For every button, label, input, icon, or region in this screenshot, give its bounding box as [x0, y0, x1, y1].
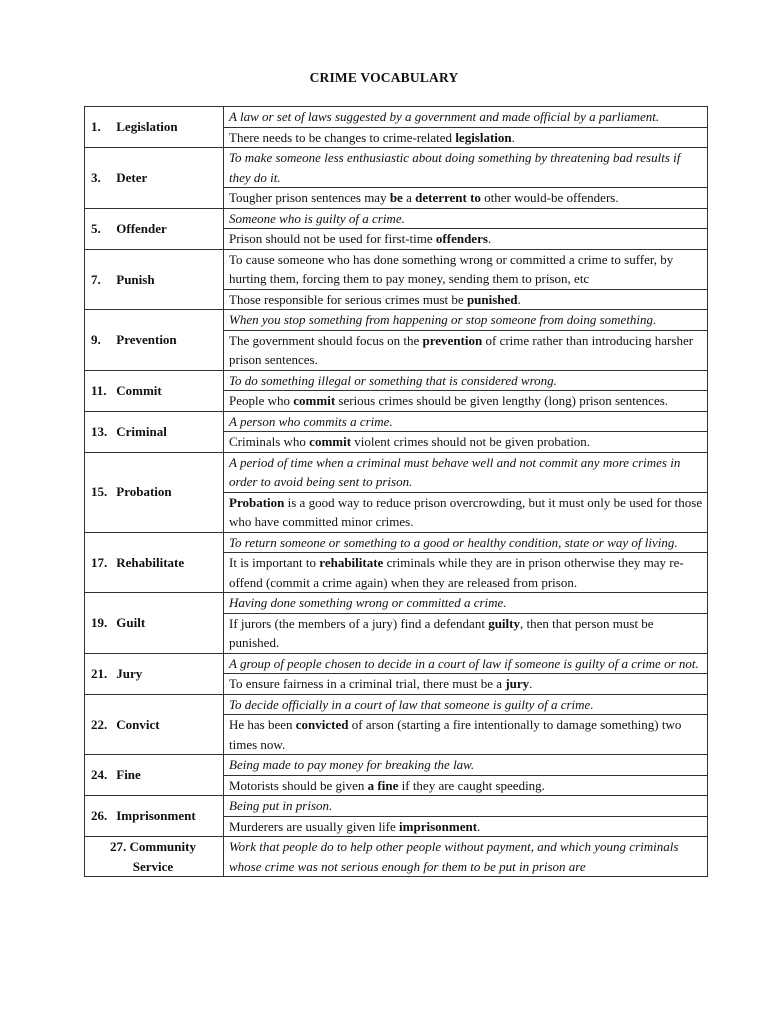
- example-cell: [224, 715, 708, 755]
- term-word: Guilt: [116, 615, 146, 630]
- term-number: 26.: [91, 808, 108, 824]
- example-text: People who: [229, 393, 294, 408]
- example-cell: [224, 289, 708, 310]
- example-text: of arson (starting a fire intentionally to damage something) two times now.: [229, 717, 682, 752]
- example-cell: [224, 492, 708, 532]
- term-cell: [85, 370, 224, 411]
- example-text: criminals while they are in prison otherwise they may re-offend (commit a crime again) when they are released from prison.: [229, 555, 684, 590]
- term-number: 13.: [91, 423, 108, 439]
- example-keyword: a fine: [367, 777, 399, 793]
- term-number: 17.: [91, 554, 108, 570]
- term-word: Legislation: [116, 119, 178, 135]
- term-number: 24.: [91, 767, 108, 783]
- example-cell: [224, 330, 708, 370]
- term-word: Convict: [116, 716, 160, 732]
- term-word: Jury: [116, 665, 143, 681]
- example-text: .: [517, 291, 521, 307]
- term-number: 5.: [91, 220, 101, 236]
- term-number: 19.: [91, 615, 108, 630]
- term-number: 21.: [91, 665, 108, 681]
- table-row-definition: [85, 653, 708, 674]
- definition-cell: To do something illegal or something that is considered wrong.: [224, 370, 708, 391]
- example-text: Prison should not be used for first-time: [229, 231, 436, 246]
- term-number: 11.: [91, 382, 107, 398]
- example-text: The government should focus on the: [229, 332, 423, 348]
- term-cell: [85, 148, 224, 209]
- example-keyword: convicted: [295, 717, 349, 732]
- example-keyword: imprisonment: [399, 818, 478, 834]
- example-text: serious crimes should be given lengthy (long) prison sentences.: [335, 393, 669, 408]
- example-cell: [224, 229, 708, 250]
- term-cell: [85, 694, 224, 755]
- term-cell: [85, 107, 224, 148]
- example-cell: [224, 432, 708, 453]
- term-word: Community: [129, 839, 196, 854]
- example-text: a: [402, 190, 416, 205]
- vocabulary-table-body: [85, 107, 708, 877]
- term-number: 7.: [91, 271, 101, 287]
- example-text: Murderers are usually given life: [229, 818, 400, 834]
- term-cell: [85, 249, 224, 310]
- term-word-line2: Service: [132, 858, 174, 874]
- table-row-definition: [85, 148, 708, 188]
- term-number: 22.: [91, 716, 108, 732]
- term-cell: [85, 755, 224, 796]
- example-text: other would-be offenders.: [480, 190, 619, 205]
- term-number: 9.: [91, 332, 101, 347]
- term-cell: [85, 208, 224, 249]
- definition-cell: A period of time when a criminal must behave well and not commit any more crimes in order to avoid being sent to prison.: [224, 452, 708, 492]
- table-row-definition: [85, 310, 708, 331]
- example-text: .: [529, 676, 533, 691]
- term-cell: [85, 532, 224, 593]
- example-keyword: prevention: [422, 332, 483, 348]
- definition-cell: When you stop something from happening or stop someone from doing something.: [224, 310, 708, 331]
- definition-cell: To decide officially in a court of law that someone is guilty of a crime.: [224, 694, 708, 715]
- definition-cell: To return someone or something to a good or healthy condition, state or way of living.: [224, 532, 708, 553]
- vocabulary-table: [84, 106, 708, 877]
- term-word: Probation: [116, 484, 172, 500]
- table-row-definition: [85, 411, 708, 432]
- table-row-definition: [85, 452, 708, 492]
- example-keyword: rehabilitate: [319, 555, 384, 570]
- example-keyword: legislation: [455, 129, 512, 145]
- example-keyword: punished: [466, 291, 518, 307]
- term-word: Criminal: [116, 423, 167, 439]
- table-row-definition: [85, 532, 708, 553]
- example-text: Motorists should be given: [229, 777, 368, 793]
- example-text: is a good way to reduce prison overcrowding, but it must only be used for those who have committed minor crimes.: [229, 494, 703, 529]
- table-row-last-term: [85, 837, 708, 877]
- term-cell: [85, 837, 224, 877]
- term-number: 27.: [110, 839, 127, 854]
- term-word: Offender: [116, 220, 167, 236]
- term-cell: [85, 653, 224, 694]
- term-word: Deter: [116, 170, 148, 185]
- example-text: , then that person must be punished.: [229, 615, 654, 650]
- term-cell: [85, 411, 224, 452]
- term-number: 3.: [91, 170, 101, 185]
- example-text: Tougher prison sentences may: [229, 190, 390, 205]
- example-text: If jurors (the members of a jury) find a defendant: [229, 615, 489, 631]
- example-keyword: guilty: [488, 615, 520, 631]
- example-cell: [224, 674, 708, 695]
- example-keyword: be: [389, 190, 403, 205]
- definition-cell: To cause someone who has done something wrong or committed a crime to suffer, by hurting them, forcing them to pay money, sending them to prison, etc: [224, 249, 708, 289]
- definition-cell: Work that people do to help other people without payment, and which young criminals whose crime was not serious enough for them to be put in prison are: [224, 837, 708, 877]
- example-text: Those responsible for serious crimes must be: [229, 291, 467, 307]
- term-number: 15.: [91, 484, 108, 500]
- term-cell: [85, 796, 224, 837]
- definition-cell: A law or set of laws suggested by a government and made official by a parliament.: [224, 107, 708, 128]
- table-row-definition: [85, 208, 708, 229]
- example-text: He has been: [229, 717, 296, 732]
- table-row-definition: [85, 796, 708, 817]
- example-cell: [224, 553, 708, 593]
- definition-cell: A person who commits a crime.: [224, 411, 708, 432]
- definition-cell: A group of people chosen to decide in a court of law if someone is guilty of a crime or not.: [224, 653, 708, 674]
- term-word: Commit: [116, 382, 162, 398]
- example-keyword: deterrent to: [415, 190, 481, 205]
- definition-cell: Having done something wrong or committed a crime.: [224, 593, 708, 614]
- example-cell: [224, 188, 708, 209]
- example-cell: [224, 127, 708, 148]
- term-word: Prevention: [116, 332, 177, 347]
- example-cell: [224, 775, 708, 796]
- term-word: Fine: [116, 767, 141, 783]
- table-row-definition: [85, 107, 708, 128]
- table-row-definition: [85, 755, 708, 776]
- example-keyword: commit: [293, 393, 336, 408]
- definition-cell: Someone who is guilty of a crime.: [224, 208, 708, 229]
- table-row-definition: [85, 370, 708, 391]
- table-row-definition: [85, 249, 708, 289]
- example-text: To ensure fairness in a criminal trial, there must be a: [229, 676, 506, 691]
- definition-cell: Being made to pay money for breaking the law.: [224, 755, 708, 776]
- example-text: Criminals who: [229, 434, 310, 449]
- term-cell: [85, 452, 224, 532]
- example-keyword: offenders: [435, 231, 488, 246]
- term-cell: [85, 310, 224, 371]
- example-text: .: [511, 129, 515, 145]
- table-row-definition: [85, 593, 708, 614]
- example-text: .: [487, 231, 492, 246]
- example-cell: [224, 816, 708, 837]
- table-row-definition: [85, 694, 708, 715]
- document-title: CRIME VOCABULARY: [309, 70, 459, 85]
- term-word: Imprisonment: [116, 808, 196, 824]
- example-keyword: Probation: [229, 494, 285, 510]
- term-number: 1.: [91, 119, 101, 135]
- term-cell: [85, 593, 224, 654]
- definition-cell: To make someone less enthusiastic about doing something by threatening bad results if they do it.: [224, 148, 708, 188]
- example-keyword: commit: [309, 434, 352, 449]
- example-text: if they are caught speeding.: [398, 777, 545, 793]
- term-word: Rehabilitate: [116, 554, 185, 570]
- example-cell: [224, 391, 708, 412]
- example-text: violent crimes should not be given probation.: [351, 434, 591, 449]
- example-text: There needs to be changes to crime-related: [229, 129, 456, 145]
- example-text: of crime rather than introducing harsher prison sentences.: [229, 332, 694, 367]
- example-text: .: [477, 818, 481, 834]
- example-text: It is important to: [229, 555, 320, 570]
- example-cell: [224, 613, 708, 653]
- definition-cell: Being put in prison.: [224, 796, 708, 817]
- example-keyword: jury: [505, 676, 530, 691]
- term-word: Punish: [116, 271, 155, 287]
